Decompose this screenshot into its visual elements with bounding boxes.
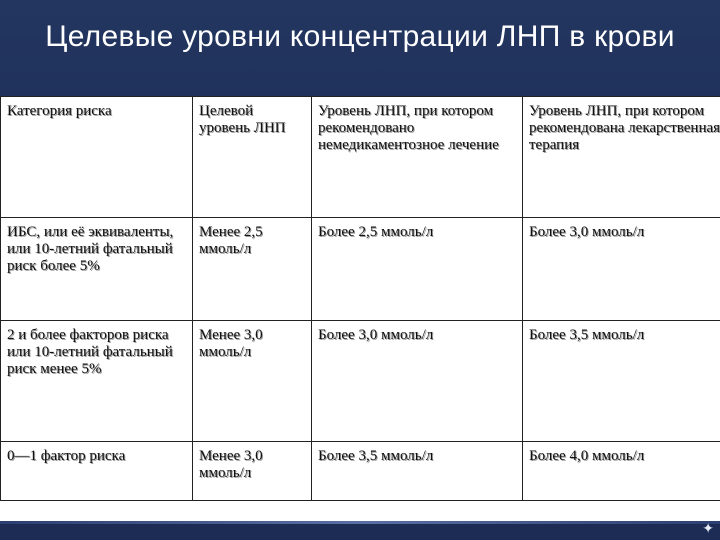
ldl-target-table-container <box>0 96 720 524</box>
cell-target-level: Менее 3,0 ммоль/л <box>193 321 312 442</box>
cell-drug-threshold: Более 3,0 ммоль/л <box>523 218 720 321</box>
table-row <box>1 321 720 442</box>
header-risk-category: Категория риска <box>1 97 193 218</box>
cell-risk-category: 0—1 фактор риска <box>1 442 193 501</box>
header-target-level: Целевой уровень ЛНП <box>193 97 312 218</box>
footer-bar <box>0 524 720 540</box>
ldl-target-table <box>0 96 720 501</box>
cell-nondrug-threshold: Более 3,0 ммоль/л <box>312 321 523 442</box>
cell-drug-threshold: Более 3,5 ммоль/л <box>523 321 720 442</box>
cell-target-level: Менее 2,5 ммоль/л <box>193 218 312 321</box>
cell-risk-category: ИБС, или её эквиваленты, или 10-летний фатальный риск более 5% <box>1 218 193 321</box>
table-row <box>1 442 720 501</box>
cell-target-level: Менее 3,0 ммоль/л <box>193 442 312 501</box>
slide-title: Целевые уровни концентрации ЛНП в крови <box>45 20 675 53</box>
cell-drug-threshold: Более 4,0 ммоль/л <box>523 442 720 501</box>
header-nondrug-threshold: Уровень ЛНП, при котором рекомендовано немедикаментозное лечение <box>312 97 523 218</box>
table-header-row <box>1 97 720 218</box>
corner-sparkle-icon: ✦ <box>702 522 714 537</box>
table-row <box>1 218 720 321</box>
cell-risk-category: 2 и более факторов риска или 10-летний фатальный риск менее 5% <box>1 321 193 442</box>
cell-nondrug-threshold: Более 2,5 ммоль/л <box>312 218 523 321</box>
header-drug-threshold: Уровень ЛНП, при котором рекомендована лекарственная терапия <box>523 97 720 218</box>
cell-nondrug-threshold: Более 3,5 ммоль/л <box>312 442 523 501</box>
